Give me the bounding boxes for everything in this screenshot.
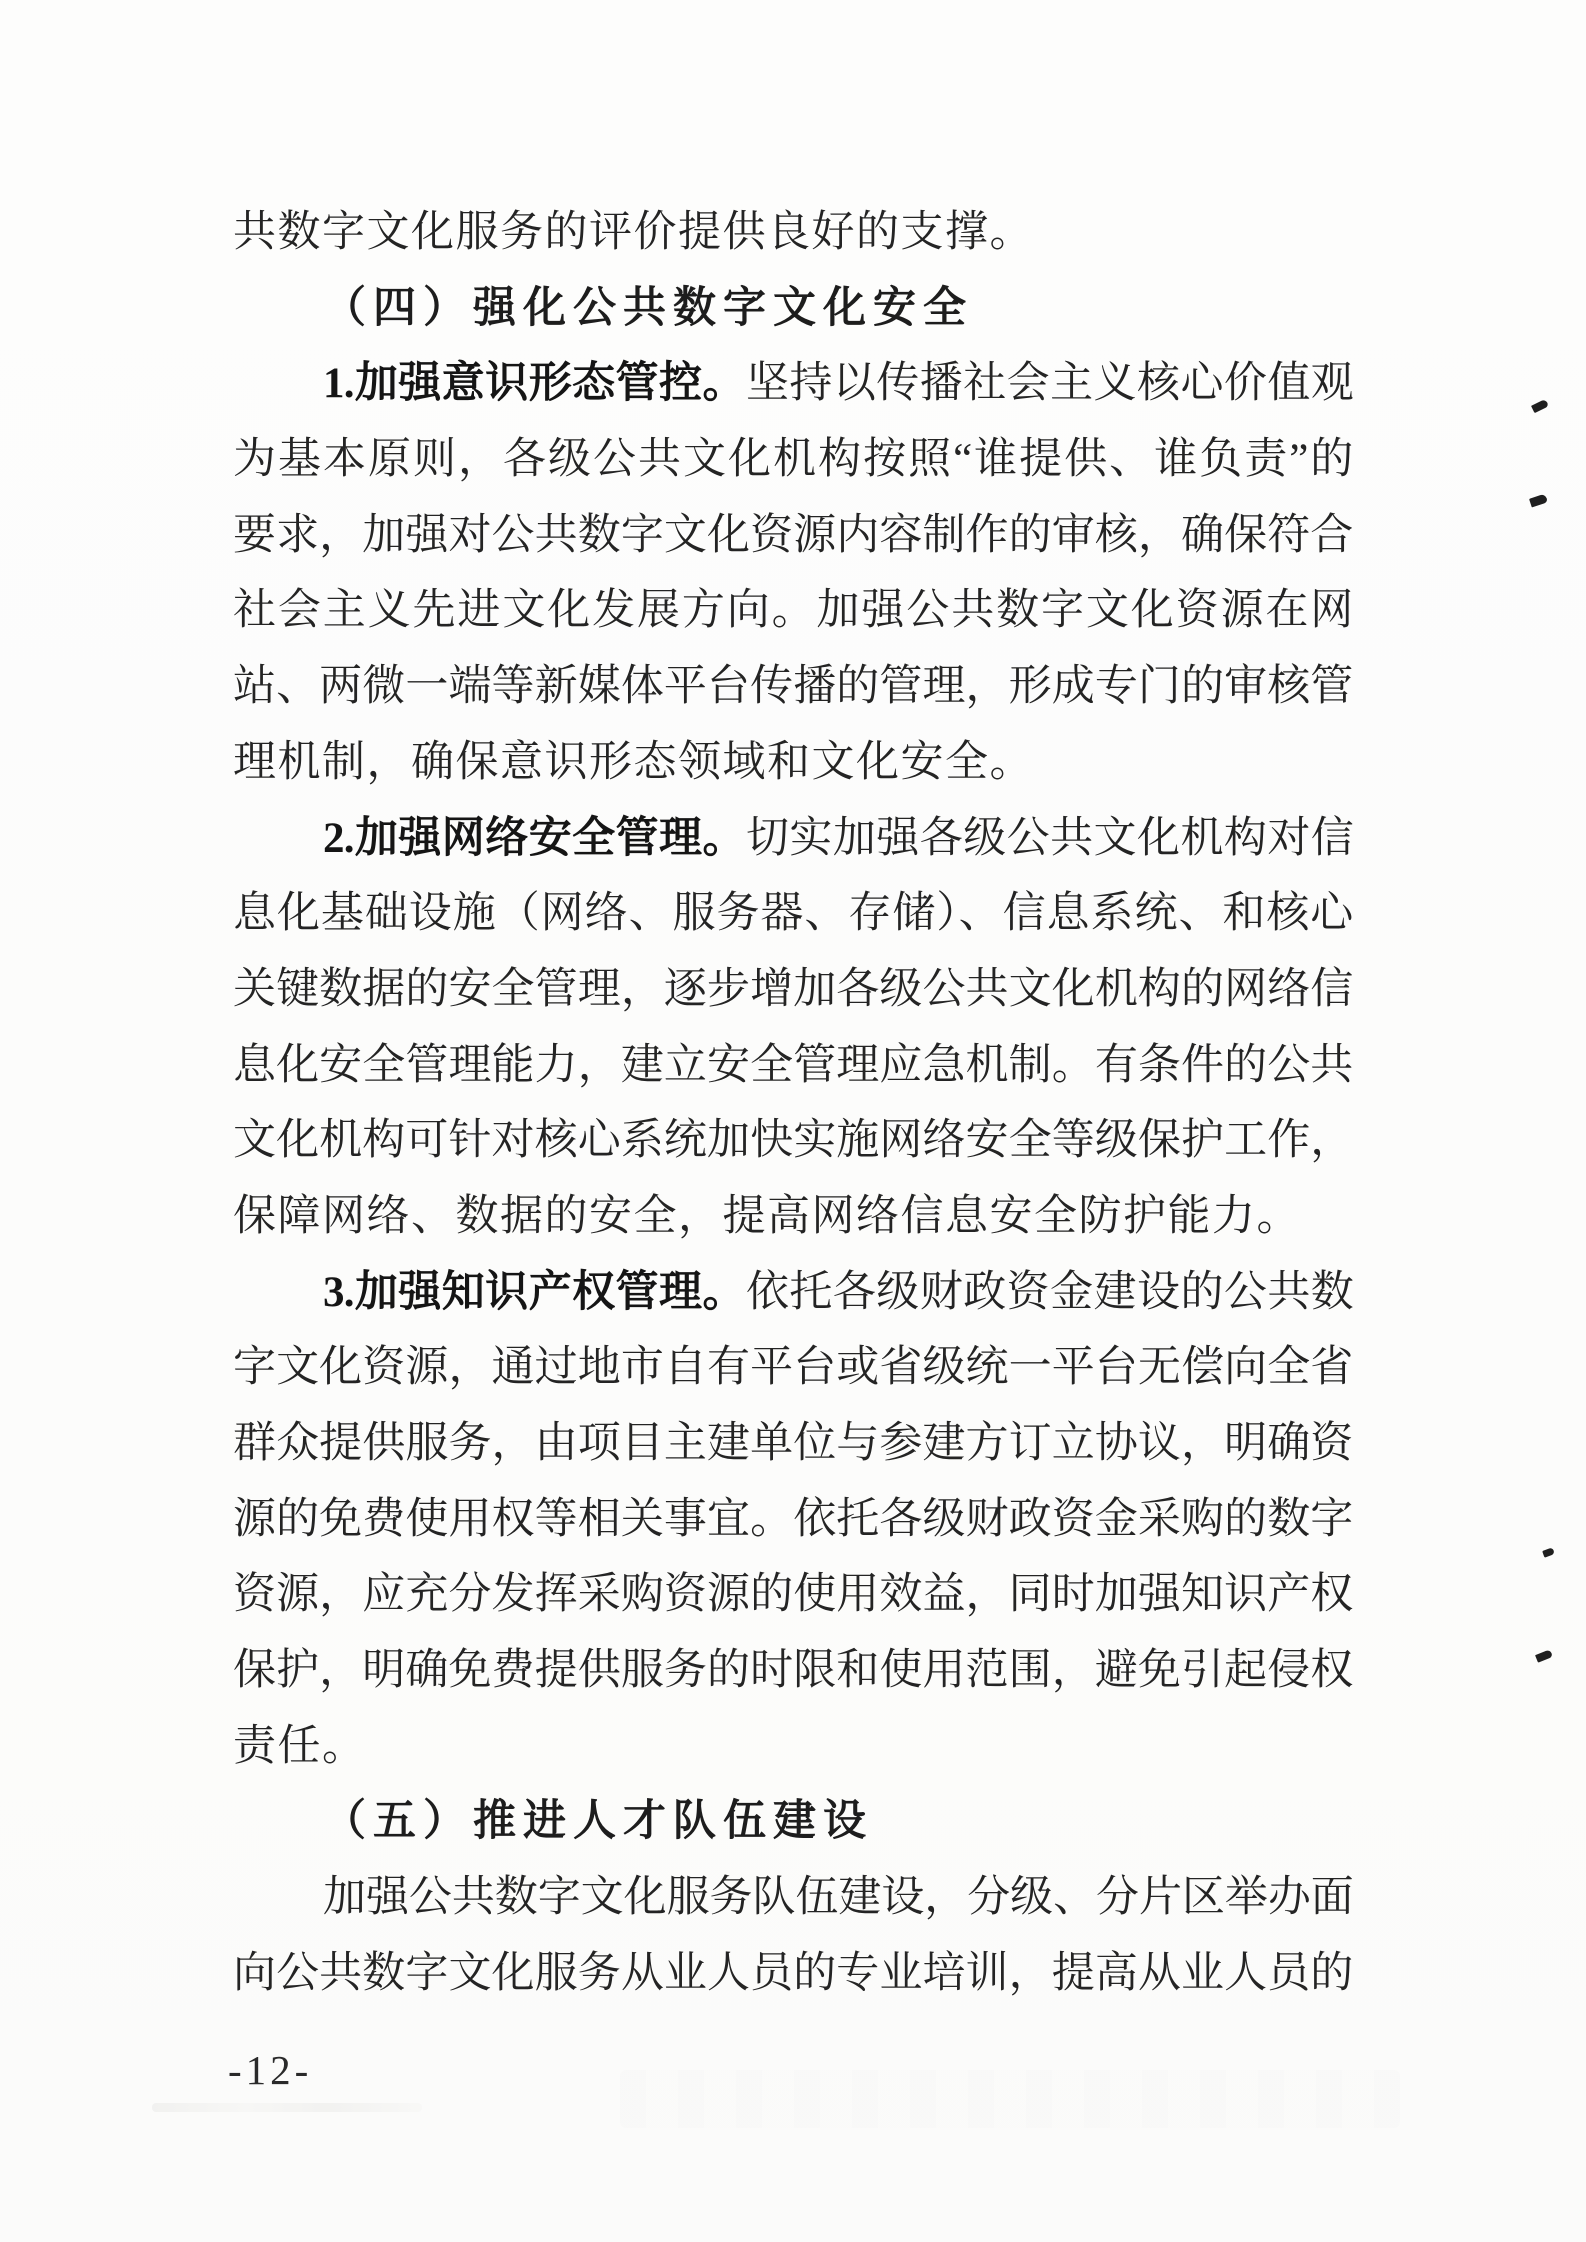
ink-mark [1535, 1649, 1553, 1662]
ink-mark [1529, 494, 1548, 508]
text-line: 共数字文化服务的评价提供良好的支撑。 [233, 209, 1034, 256]
scan-smudge [152, 2103, 422, 2112]
text-line: 字文化资源，通过地市自有平台或省级统一平台无偿向全省 [233, 1344, 1353, 1392]
text-line: 关键数据的安全管理，逐步增加各级公共文化机构的网络信 [233, 965, 1353, 1013]
section-heading-4: （四）强化公共数字文化安全 [323, 284, 973, 332]
scan-smudge [620, 2070, 1400, 2128]
text-line: 加强公共数字文化服务队伍建设，分级、分片区举办面 [323, 1874, 1353, 1922]
paragraph-lead: 2.加强网络安全管理。 [323, 814, 746, 862]
section-heading-5: （五）推进人才队伍建设 [323, 1798, 873, 1846]
text-line: 息化基础设施（网络、服务器、存储）、信息系统、和核心 [233, 890, 1353, 938]
text-line: 保障网络、数据的安全，提高网络信息安全防护能力。 [233, 1192, 1301, 1240]
text-line: 息化安全管理能力，建立安全管理应急机制。有条件的公共 [233, 1041, 1353, 1089]
paragraph-lead: 3.加强知识产权管理。 [323, 1268, 746, 1316]
numbered-paragraph-3 [233, 1255, 1353, 1331]
paragraph-text: 切实加强各级公共文化机构对信 [745, 814, 1353, 862]
text-line: 为基本原则，各级公共文化机构按照“谁提供、谁负责”的 [233, 436, 1353, 484]
ink-mark [1531, 399, 1549, 413]
text-line: 资源，应充分发挥采购资源的使用效益，同时加强知识产权 [233, 1571, 1353, 1619]
page-number: -12- [228, 2047, 313, 2093]
ink-mark [1542, 1547, 1555, 1557]
text-line: 要求，加强对公共数字文化资源内容制作的审核，确保符合 [233, 511, 1353, 559]
text-line: 理机制，确保意识形态领域和文化安全。 [233, 738, 1034, 786]
paragraph-text: 依托各级财政资金建设的公共数 [745, 1268, 1353, 1316]
text-line: 群众提供服务，由项目主建单位与参建方订立协议，明确资 [233, 1420, 1353, 1467]
numbered-paragraph-1 [233, 346, 1353, 422]
paragraph-lead: 1.加强意识形态管控。 [323, 360, 746, 408]
text-line: 责任。 [233, 1722, 367, 1770]
text-line: 保护，明确免费提供服务的时限和使用范围，避免引起侵权 [233, 1647, 1353, 1695]
text-line: 向公共数字文化服务从业人员的专业培训，提高从业人员的 [233, 1949, 1353, 1997]
numbered-paragraph-2 [233, 801, 1353, 877]
text-line: 站、两微一端等新媒体平台传播的管理，形成专门的审核管 [233, 663, 1353, 711]
text-line: 文化机构可针对核心系统加快实施网络安全等级保护工作， [233, 1117, 1353, 1165]
document-body [233, 195, 1353, 2012]
text-line: 社会主义先进文化发展方向。加强公共数字文化资源在网 [233, 587, 1353, 635]
paragraph-text: 坚持以传播社会主义核心价值观 [745, 360, 1353, 408]
text-line: 源的免费使用权等相关事宜。依托各级财政资金采购的数字 [233, 1495, 1353, 1543]
